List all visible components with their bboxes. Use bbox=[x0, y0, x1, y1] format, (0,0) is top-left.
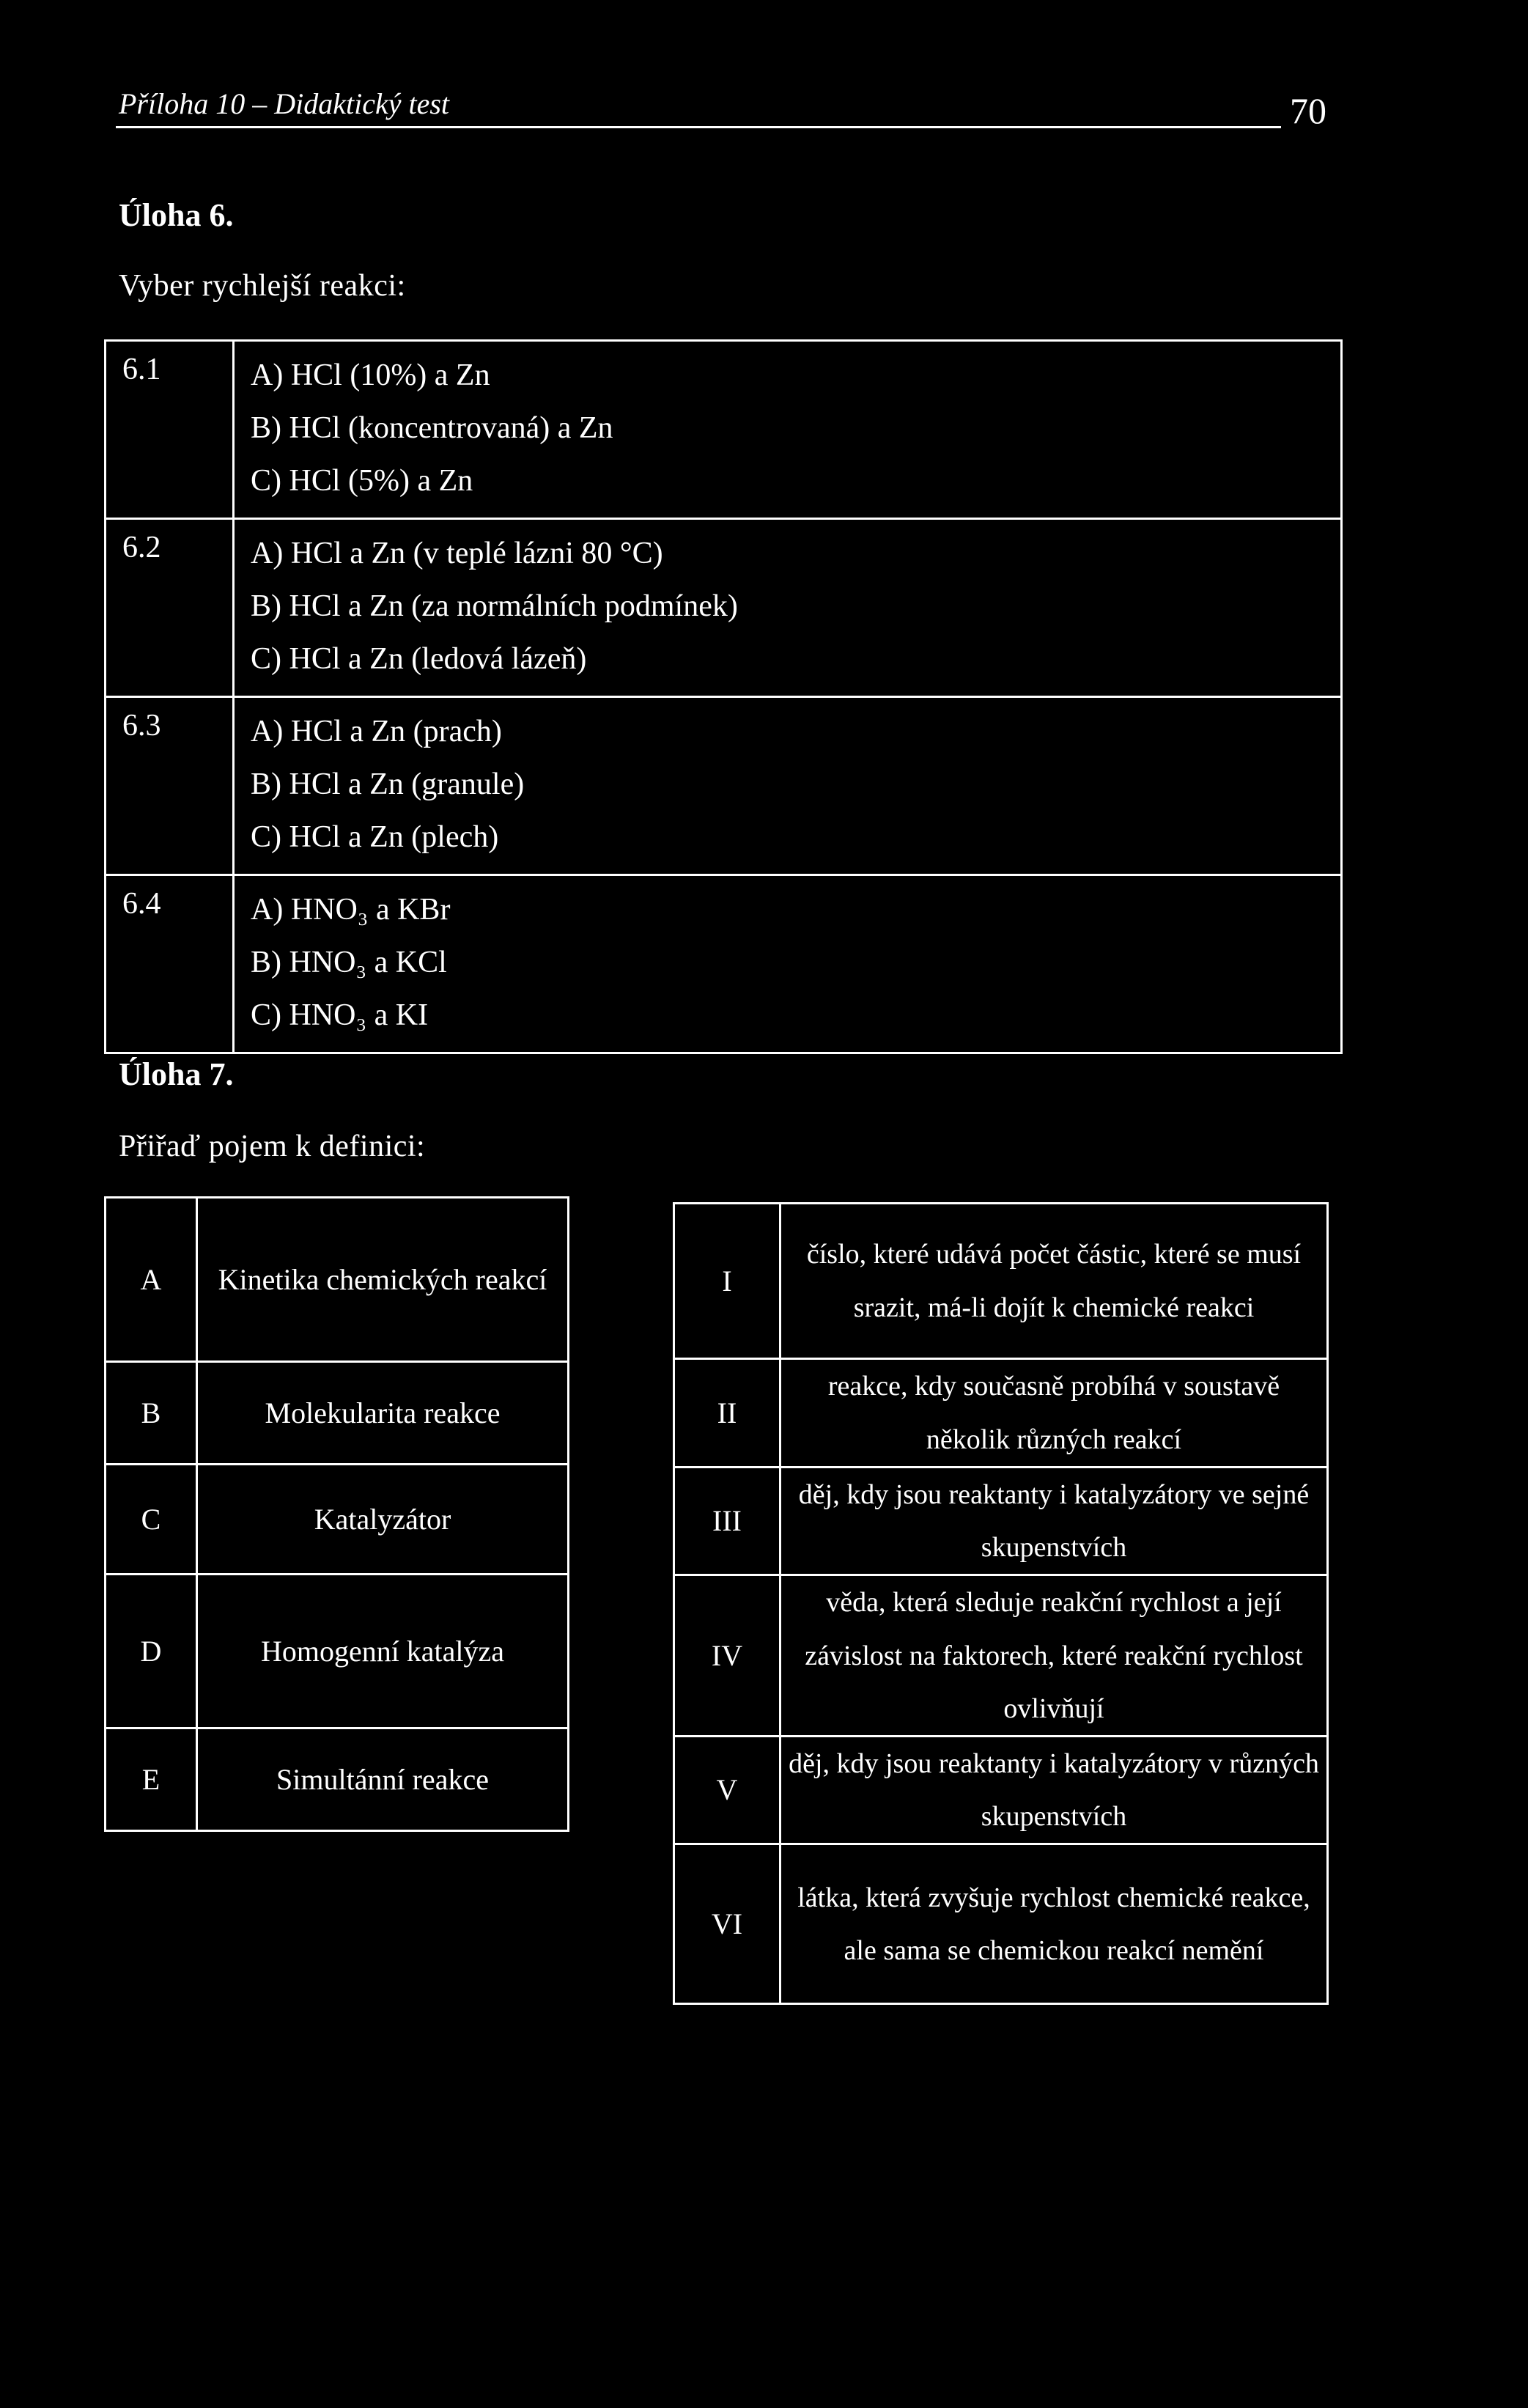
option: A) HCl a Zn (prach) bbox=[251, 715, 502, 748]
definition-text: číslo, které udává počet částic, které se musí srazit, má-li dojít k chemické reakci bbox=[780, 1204, 1328, 1359]
option: B) HCl a Zn (za normálních podmínek) bbox=[251, 589, 738, 623]
term-key: A bbox=[106, 1198, 197, 1362]
option: A) HCl a Zn (v teplé lázni 80 °C) bbox=[251, 537, 663, 570]
term-text: Simultánní reakce bbox=[197, 1728, 569, 1831]
option: A) HCl (10%) a Zn bbox=[251, 358, 490, 392]
item-number: 6.2 bbox=[106, 519, 234, 697]
term-key: D bbox=[106, 1575, 197, 1728]
definition-text: látka, která zvyšuje rychlost chemické reakce, ale sama se chemickou reakcí nemění bbox=[780, 1844, 1328, 2004]
table-row bbox=[674, 1844, 1328, 2004]
table-row bbox=[674, 1204, 1328, 1359]
page-number: 70 bbox=[1290, 90, 1326, 131]
terms-table bbox=[104, 1196, 569, 1832]
table-row bbox=[106, 875, 1342, 1053]
item-number: 6.3 bbox=[106, 697, 234, 875]
table-row bbox=[674, 1736, 1328, 1844]
option: A) HNO₃ a KBr bbox=[251, 893, 451, 927]
term-text: Katalyzátor bbox=[197, 1465, 569, 1575]
table-row bbox=[106, 1362, 569, 1465]
option: C) HCl a Zn (plech) bbox=[251, 820, 499, 854]
table-row bbox=[674, 1575, 1328, 1737]
definitions-table bbox=[673, 1202, 1329, 2005]
table-row bbox=[106, 1728, 569, 1831]
table-row bbox=[106, 1465, 569, 1575]
task7-instruction: Přiřaď pojem k definici: bbox=[119, 1130, 426, 1163]
item-number: 6.4 bbox=[106, 875, 234, 1053]
task7-heading: Úloha 7. bbox=[119, 1056, 234, 1092]
definition-key: IV bbox=[674, 1575, 780, 1737]
definition-key: VI bbox=[674, 1844, 780, 2004]
definition-key: III bbox=[674, 1468, 780, 1575]
option: B) HCl a Zn (granule) bbox=[251, 767, 525, 801]
item-number: 6.1 bbox=[106, 341, 234, 519]
definition-key: I bbox=[674, 1204, 780, 1359]
option: C) HNO₃ a KI bbox=[251, 998, 429, 1032]
term-key: C bbox=[106, 1465, 197, 1575]
table-row bbox=[674, 1359, 1328, 1468]
table-row bbox=[106, 341, 1342, 519]
definition-key: II bbox=[674, 1359, 780, 1468]
term-key: E bbox=[106, 1728, 197, 1831]
option: C) HCl a Zn (ledová lázeň) bbox=[251, 642, 587, 676]
definition-text: děj, kdy jsou reaktanty i katalyzátory ve sejné skupenstvích bbox=[780, 1468, 1328, 1575]
task6-instruction: Vyber rychlejší reakci: bbox=[119, 269, 406, 303]
table-row bbox=[674, 1468, 1328, 1575]
option: B) HNO₃ a KCl bbox=[251, 946, 447, 979]
option-cell bbox=[234, 697, 1342, 875]
option-cell bbox=[234, 341, 1342, 519]
table-row bbox=[106, 1575, 569, 1728]
option: C) HCl (5%) a Zn bbox=[251, 464, 473, 498]
option-cell bbox=[234, 875, 1342, 1053]
task6-table bbox=[104, 339, 1343, 1054]
header-rule bbox=[116, 126, 1281, 128]
option: B) HCl (koncentrovaná) a Zn bbox=[251, 411, 613, 445]
definition-key: V bbox=[674, 1736, 780, 1844]
table-row bbox=[106, 519, 1342, 697]
term-text: Homogenní katalýza bbox=[197, 1575, 569, 1728]
term-key: B bbox=[106, 1362, 197, 1465]
running-header-title: Příloha 10 – Didaktický test bbox=[119, 87, 450, 120]
term-text: Kinetika chemických reakcí bbox=[197, 1198, 569, 1362]
table-row bbox=[106, 697, 1342, 875]
task6-heading: Úloha 6. bbox=[119, 197, 234, 233]
term-text: Molekularita reakce bbox=[197, 1362, 569, 1465]
table-row bbox=[106, 1198, 569, 1362]
definition-text: věda, která sleduje reakční rychlost a její závislost na faktorech, které reakční rychlost ovlivňují bbox=[780, 1575, 1328, 1737]
option-cell bbox=[234, 519, 1342, 697]
definition-text: děj, kdy jsou reaktanty i katalyzátory v různých skupenstvích bbox=[780, 1736, 1328, 1844]
definition-text: reakce, kdy současně probíhá v soustavě několik různých reakcí bbox=[780, 1359, 1328, 1468]
